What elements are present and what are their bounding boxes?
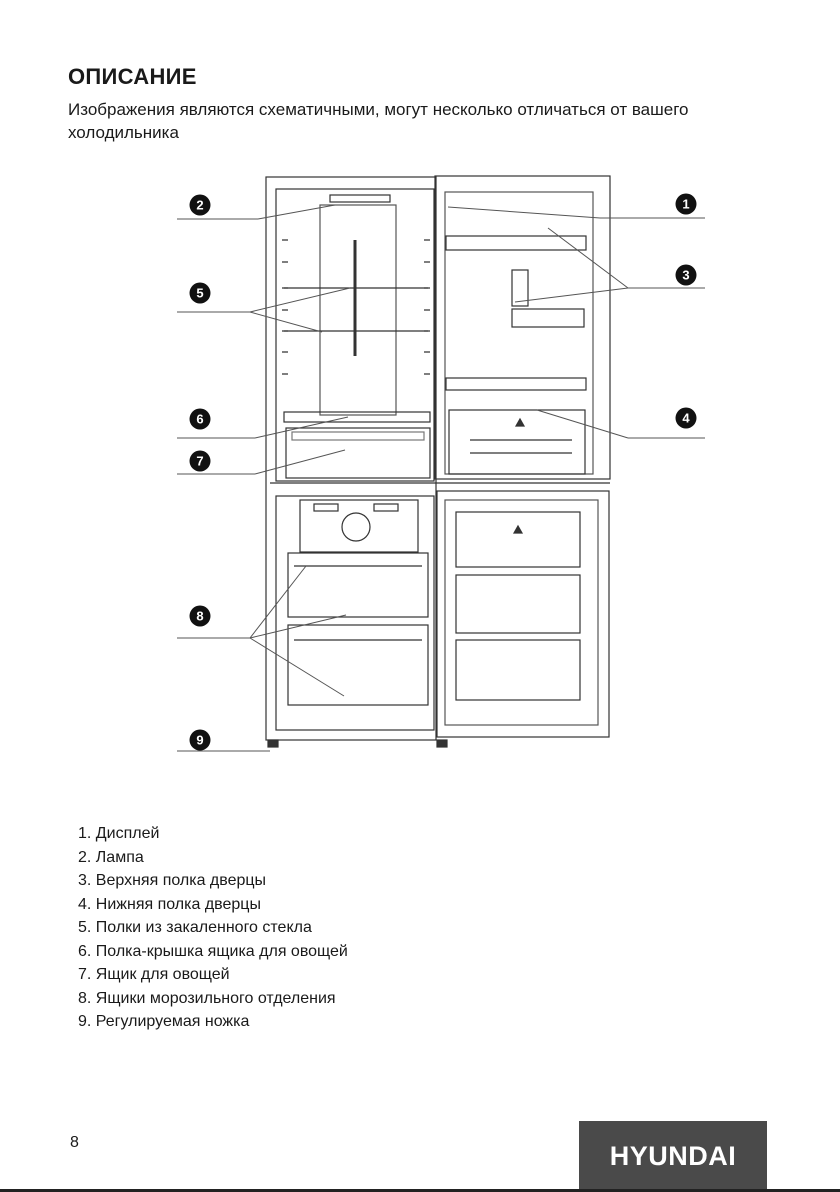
callout-5 (189, 282, 211, 304)
adjustable-foot (268, 740, 278, 747)
freezer-drawer (288, 553, 428, 617)
legend-item: 2. Лампа (78, 848, 144, 866)
freezer-drawer (288, 625, 428, 705)
svg-text:5: 5 (196, 285, 204, 301)
legend-item: 9. Регулируемая ножка (78, 1013, 250, 1030)
vegetable-drawer (286, 428, 430, 478)
parts-legend (78, 822, 348, 1034)
callout-9 (189, 729, 211, 751)
svg-text:6: 6 (196, 411, 204, 427)
legend-item: 8. Ящики морозильного отделения (78, 989, 336, 1007)
legend-item: 5. Полки из закаленного стекла (78, 919, 312, 936)
vegetable-drawer-cover (284, 412, 430, 422)
lower-door-shelf (446, 378, 586, 390)
legend-item: 4. Нижняя полка дверцы (78, 895, 261, 913)
callout-8 (189, 605, 211, 627)
callout-6 (189, 408, 211, 430)
svg-text:7: 7 (196, 453, 204, 469)
cabinet-outline (266, 177, 436, 740)
svg-text:1: 1 (682, 196, 690, 212)
callout-4 (675, 407, 697, 429)
svg-text:3: 3 (682, 267, 690, 283)
legend-item: 6. Полка-крышка ящика для овощей (78, 942, 348, 960)
upper-door-shelf (446, 236, 586, 250)
svg-text:4: 4 (682, 410, 690, 426)
svg-text:9: 9 (196, 732, 204, 748)
legend-item: 7. Ящик для овощей (78, 966, 230, 983)
callout-1 (675, 193, 697, 215)
legend-item: 3. Верхняя полка дверцы (78, 872, 267, 889)
adjustable-foot (437, 740, 447, 747)
brand-logo: HYUNDAI (579, 1121, 767, 1192)
callout-3 (675, 264, 697, 286)
callout-2 (189, 194, 211, 216)
callout-7 (189, 450, 211, 472)
svg-text:2: 2 (196, 197, 204, 213)
svg-text:8: 8 (196, 608, 204, 624)
legend-item: 1. Дисплей (78, 825, 160, 842)
lamp (330, 195, 390, 202)
page-number: 8 (70, 1134, 79, 1151)
page-title: ОПИСАНИЕ (68, 64, 197, 89)
page-subtitle: Изображения являются схематичными, могут несколько отличаться от вашего холодильника (68, 100, 689, 142)
